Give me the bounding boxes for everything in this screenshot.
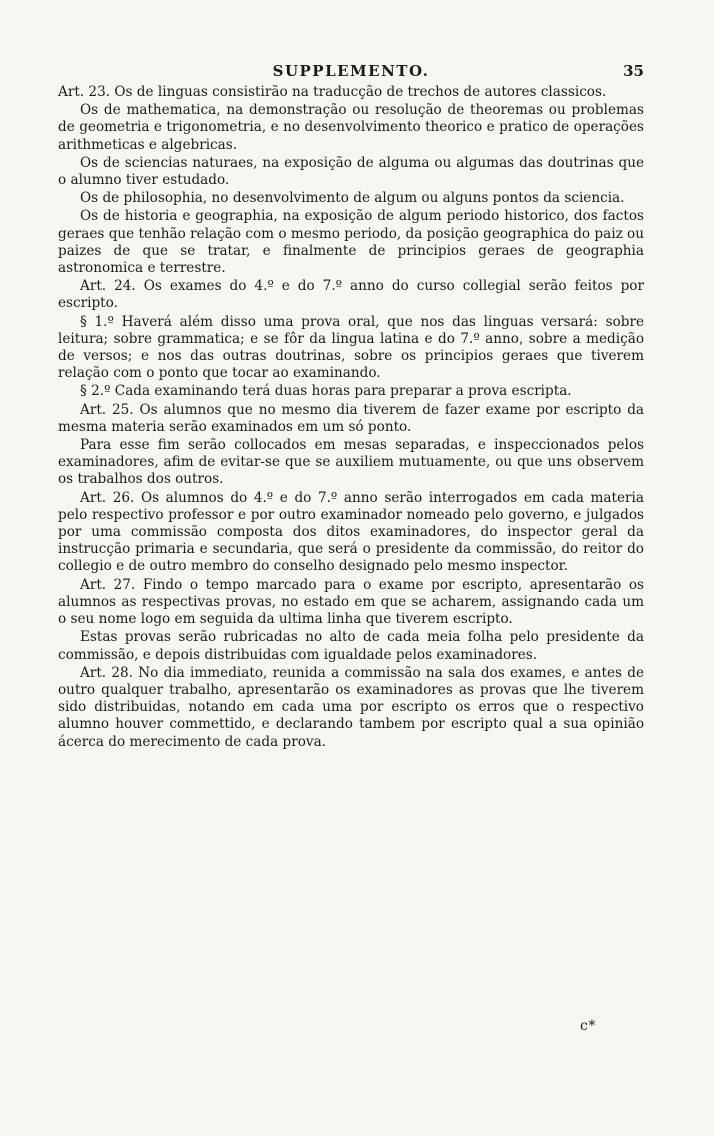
page-body (58, 84, 644, 751)
paragraph-art-25-mesas: Para esse fim serão collocados em mesas separadas, e inspeccionados pelos examinadores, afim de evitar-se que se auxiliem mutuamente, ou que uns observem os trabalhos dos outros. (58, 437, 644, 488)
paragraph-philosophia: Os de philosophia, no desenvolvimento de algum ou alguns pontos da sciencia. (80, 190, 625, 207)
paragraph-art-26: Art. 26. Os alumnos do 4.º e do 7.º anno serão interrogados em cada materia pelo respectivo professor e por outro examinador nomeado pelo governo, e julgados por uma commissão composta dos ditos examinadores, do inspector geral da instrucção primaria e secundaria, que será o presidente da commissão, do reitor do collegio e de outro membro do conselho designado pelo mesmo inspector. (58, 489, 644, 575)
paragraph-art-25: Art. 25. Os alumnos que no mesmo dia tiverem de fazer exame por escripto da mesma materia serão examinados em um só ponto. (58, 401, 644, 435)
paragraph-mathematica: Os de mathematica, na demonstração ou resolução de theoremas ou problemas de geometria e trigonometria, e no desenvolvimento theorico e pratico de operações arithmeticas e algebricas. (58, 102, 644, 153)
running-header (58, 58, 644, 84)
paragraph-art-24-section-1: § 1.º Haverá além disso uma prova oral, que nos das linguas versará: sobre leitura; sobre grammatica; e se fôr da lingua latina e do 7.º anno, sobre a medição de versos; e nos das outras doutrinas, sobre os principios geraes que tiverem relação com o ponto que tocar ao examinando. (58, 313, 644, 382)
paragraph-historia-geographia: Os de historia e geographia, na exposição de algum periodo historico, dos factos geraes que tenhão relação com o mesmo periodo, da posição geographica do paiz ou paizes de que se tratar, e finalmente de principios geraes de geographia astronomica e terrestre. (58, 208, 644, 277)
book-page (58, 58, 644, 752)
paragraph-art-24-section-2: § 2.º Cada examinando terá duas horas para preparar a prova escripta. (80, 383, 572, 400)
paragraph-sciencias-naturaes: Os de sciencias naturaes, na exposição de alguma ou algumas das doutrinas que o alumno tiver estudado. (58, 154, 644, 189)
page-number: 35 (623, 62, 644, 80)
paragraph-art-23: Art. 23. Os de linguas consistirão na traducção de trechos de autores classicos. (58, 84, 607, 100)
paragraph-art-24: Art. 24. Os exames do 4.º e do 7.º anno do curso collegial serão feitos por escripto. (58, 278, 644, 312)
running-title: SUPPLEMENTO. (272, 62, 430, 80)
paragraph-art-28: Art. 28. No dia immediato, reunida a commissão na sala dos exames, e antes de outro qualquer trabalho, apresentarão os examinadores as provas que lhe tiverem sido distribuidas, notando em cada uma por escripto os erros que o respectivo alumno houver commettido, e declarando tambem por escripto qual a sua opinião ácerca do merecimento de cada prova. (58, 664, 644, 750)
paragraph-art-27-rubricas: Estas provas serão rubricadas no alto de cada meia folha pelo presidente da commissão, e depois distribuidas com igualdade pelos examinadores. (58, 629, 644, 663)
signature-mark: c* (580, 1018, 596, 1034)
paragraph-art-27: Art. 27. Findo o tempo marcado para o exame por escripto, apresentarão os alumnos as respectivas provas, no estado em que se acharem, assignando cada um o seu nome logo em seguida da ultima linha que tiverem escripto. (58, 576, 644, 628)
